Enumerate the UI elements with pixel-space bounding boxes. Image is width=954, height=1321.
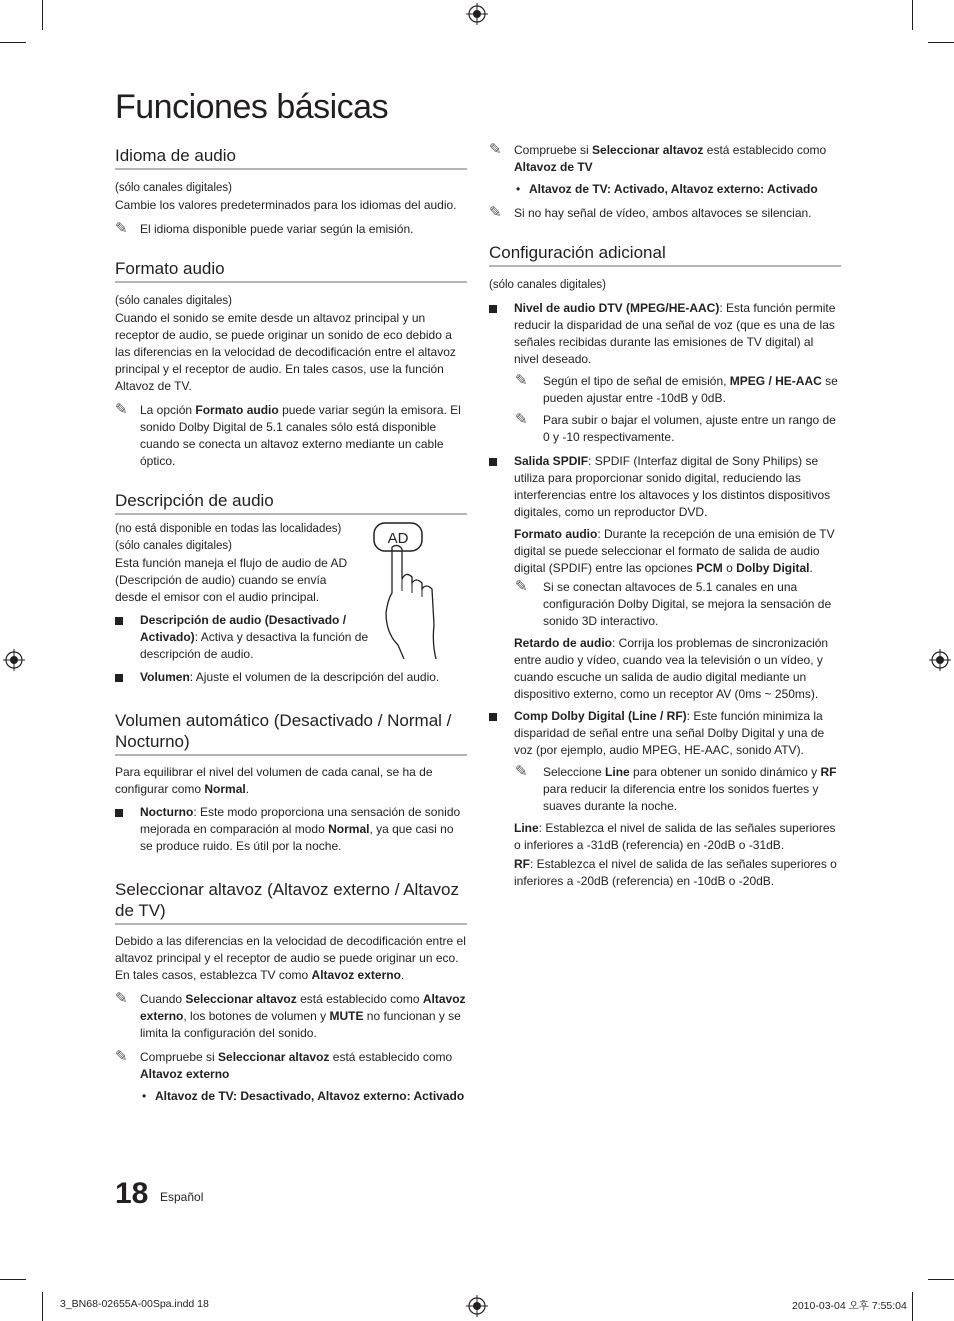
item-text: : Este modo proporciona una sensación de sonido mejorada en comparación al modo <box>140 805 461 836</box>
body-bold: Altavoz externo <box>311 968 401 982</box>
crop-mark <box>42 0 43 30</box>
item-bold: PCM <box>696 561 723 575</box>
item-text: , ya que casi no se produce ruido. Es útil por la noche. <box>140 822 454 853</box>
body-text <box>115 764 467 798</box>
registration-mark-icon <box>3 649 25 671</box>
crop-mark <box>0 42 26 43</box>
item-text: : Activa y desactiva la función de descripción de audio. <box>140 630 369 661</box>
body-text: Cuando el sonido se emite desde un altavoz principal y un receptor de audio, se puede originar un sonido de eco debido a las diferencias en la velocidad de decodificación entre el altavoz principal y el receptor de audio. En tales casos, use la función Altavoz de TV. <box>115 311 456 393</box>
note-text: , los botones de volumen y <box>183 1009 330 1023</box>
item-bold: Formato audio <box>514 527 598 541</box>
note-bold: Altavoz externo <box>140 992 466 1023</box>
pencil-note-icon: ✎ <box>115 220 128 237</box>
slug-file: 3_BN68-02655A-00Spa.indd 18 <box>60 1298 209 1310</box>
square-bullet-icon <box>115 674 123 682</box>
scope-text: (sólo canales digitales) <box>115 182 232 194</box>
note-text: está establecido como <box>329 1050 453 1064</box>
sub-paragraph <box>489 856 841 890</box>
note-text: Seleccione <box>543 765 606 779</box>
note <box>489 142 841 176</box>
right-column <box>489 142 841 890</box>
note-text: Si no hay señal de vídeo, ambos altavoces se silencian. <box>514 206 812 220</box>
pencil-note-icon: ✎ <box>115 1048 128 1065</box>
note <box>115 1049 467 1083</box>
item-bold: Retardo de audio <box>514 636 613 650</box>
note-bold: Seleccionar altavoz <box>218 1050 330 1064</box>
note-bold: MPEG / HE-AAC <box>729 374 822 388</box>
item-bold: Salida SPDIF <box>514 454 589 468</box>
note <box>115 402 467 470</box>
crop-mark <box>912 1292 913 1321</box>
dot-bullet-icon: • <box>142 1089 147 1103</box>
square-bullet-icon <box>115 809 123 817</box>
page-number: 18 <box>115 1177 149 1210</box>
section-heading-volumen: Volumen automático (Desactivado / Normal / Nocturno) <box>115 710 467 756</box>
note-bold: Altavoz de TV <box>514 160 593 174</box>
pencil-note-icon: ✎ <box>489 141 502 158</box>
item-bold: Descripción de audio (Desactivado / Activado) <box>140 613 347 644</box>
note-text: no funcionan y se limita la configuración del sonido. <box>140 1009 461 1040</box>
left-column <box>115 145 467 1105</box>
note-text: Según el tipo de señal de emisión, <box>543 374 730 388</box>
note-text: Si se conectan altavoces de 5.1 canales en una configuración Dolby Digital, se mejora la sensación de sonido 3D interactivo. <box>543 580 832 628</box>
pencil-note-icon: ✎ <box>515 411 528 428</box>
note <box>115 221 467 238</box>
section-heading-formato: Formato audio <box>115 258 467 283</box>
note-text: está establecido como <box>296 992 423 1006</box>
crop-mark <box>42 1292 43 1321</box>
slug-date: 2010-03-04 오후 7:55:04 <box>792 1300 907 1312</box>
sub-paragraph <box>489 820 841 854</box>
body-bold: Normal <box>204 782 246 796</box>
list-item <box>489 453 841 521</box>
page-language: Español <box>160 1190 204 1204</box>
scope-text: (sólo canales digitales) <box>115 295 232 307</box>
crop-mark <box>912 0 913 30</box>
sub-paragraph <box>489 526 841 577</box>
item-bold: Normal <box>328 822 370 836</box>
note-text: Cuando <box>140 992 186 1006</box>
note-text: puede variar según la emisora. El sonido Dolby Digital de 5.1 canales sólo está disponible cuando se conecta un altavoz externo mediante un cable óptico. <box>140 403 461 468</box>
list-item <box>115 669 467 686</box>
registration-mark-icon <box>929 649 951 671</box>
square-bullet-icon <box>489 458 497 466</box>
pencil-note-icon: ✎ <box>515 372 528 389</box>
item-bold: Comp Dolby Digital (Line / RF) <box>514 709 687 723</box>
item-text: : Ajuste el volumen de la descripción del audio. <box>189 670 440 684</box>
scope-text: (sólo canales digitales) <box>115 540 232 552</box>
page-title: Funciones básicas <box>115 88 389 126</box>
note-text: La opción <box>140 403 196 417</box>
note-text: está establecido como <box>703 143 827 157</box>
body-span: Para equilibrar el nivel del volumen de cada canal, se ha de configurar como <box>115 765 433 796</box>
body-text <box>115 933 467 984</box>
note <box>115 991 467 1042</box>
item-bold: Nocturno <box>140 805 194 819</box>
item-text: : Durante la recepción de una emisión de TV digital se puede seleccionar el formato de salida de audio digital (SPDIF) entre las opciones <box>514 527 835 575</box>
list-item <box>140 1088 467 1105</box>
body-span: Debido a las diferencias en la velocidad de decodificación entre el altavoz principal y el receptor de audio se puede originar un eco. En tales casos, establezca TV como <box>115 934 466 982</box>
remote-hand-ad-icon <box>372 521 452 659</box>
item-text: o <box>722 561 737 575</box>
item-bold: Nivel de audio DTV (MPEG/HE-AAC) <box>514 301 720 315</box>
list-item <box>115 804 467 855</box>
note <box>489 412 841 446</box>
item-text: : SPDIF (Interfaz digital de Sony Philips) se utiliza para proporcionar sonido digital, reduciendo las interferencias entre los altavoces y los distintos dispositivos digitales, como un reproductor DVD. <box>514 454 831 519</box>
item-text: : Este función minimiza la disparidad de señal entre una señal Dolby Digital y una de voz (por ejemplo, audio MPEG, HE-AAC, sonido ATV). <box>514 709 825 757</box>
pencil-note-icon: ✎ <box>515 763 528 780</box>
note-bold: MUTE <box>329 1009 364 1023</box>
square-bullet-icon <box>115 617 123 625</box>
section-heading-seleccionar: Seleccionar altavoz (Altavoz externo / Altavoz de TV) <box>115 879 467 925</box>
note-bold: Line <box>605 765 630 779</box>
note-bold: Seleccionar altavoz <box>185 992 297 1006</box>
note <box>489 205 841 222</box>
section-heading-config: Configuración adicional <box>489 242 841 267</box>
registration-mark-icon <box>466 3 488 25</box>
body-span: . <box>400 968 405 982</box>
list-item <box>489 300 841 368</box>
item-text: : Corrija los problemas de sincronización entre audio y vídeo, cuando vea la televisión o un vídeo, y cuando escuche un salida de audio digital mediante un dispositivo externo, como un receptor AV (0ms ~ 250ms). <box>514 636 829 701</box>
note-text: para obtener un sonido dinámico y <box>629 765 821 779</box>
note-text: se pueden ajustar entre -10dB y 0dB. <box>543 374 838 405</box>
note-bold: Seleccionar altavoz <box>592 143 704 157</box>
crop-mark <box>928 42 954 43</box>
pencil-note-icon: ✎ <box>115 990 128 1007</box>
list-item <box>489 708 841 759</box>
pencil-note-icon: ✎ <box>515 578 528 595</box>
note-bold: Formato audio <box>195 403 279 417</box>
scope-text: (no está disponible en todas las localidades) <box>115 523 342 535</box>
item-bold: Altavoz de TV: Desactivado, Altavoz externo: Activado <box>155 1089 465 1103</box>
note-bold: Altavoz externo <box>140 1067 230 1081</box>
square-bullet-icon <box>489 305 497 313</box>
body-text: Esta función maneja el flujo de audio de AD (Descripción de audio) cuando se envía desde el emisor con el audio principal. <box>115 556 348 604</box>
item-text: . <box>809 561 813 575</box>
note-text: El idioma disponible puede variar según la emisión. <box>140 222 414 236</box>
item-text: : Establezca el nivel de salida de las señales superiores o inferiores a -31dB (referencia) en -20dB o -31dB. <box>514 821 836 852</box>
list-item <box>514 181 841 198</box>
note <box>489 579 841 630</box>
crop-mark <box>0 1279 26 1280</box>
list-item <box>115 612 376 663</box>
note-text: Compruebe si <box>140 1050 219 1064</box>
item-bold: RF <box>514 857 530 871</box>
item-bold: Line <box>514 821 539 835</box>
note <box>489 373 841 407</box>
item-text: : Establezca el nivel de salida de las señales superiores o inferiores a -20dB (referencia) en -10dB o -20dB. <box>514 857 837 888</box>
body-text: Cambie los valores predeterminados para los idiomas del audio. <box>115 198 457 212</box>
scope-text: (sólo canales digitales) <box>489 279 606 291</box>
sub-paragraph <box>489 635 841 703</box>
item-bold: Altavoz de TV: Activado, Altavoz externo: Activado <box>529 182 818 196</box>
body-span: . <box>245 782 250 796</box>
section-heading-idioma: Idioma de audio <box>115 145 467 170</box>
pencil-note-icon: ✎ <box>115 401 128 418</box>
dot-bullet-icon: • <box>516 182 521 196</box>
note-bold: RF <box>820 765 837 779</box>
crop-mark <box>928 1279 954 1280</box>
note-text: Compruebe si <box>514 143 593 157</box>
note <box>489 764 841 815</box>
ad-button-label: AD <box>387 530 409 547</box>
item-bold: Volumen <box>140 670 190 684</box>
item-bold: Dolby Digital <box>736 561 810 575</box>
descripcion-block <box>115 521 467 686</box>
note-text: Para subir o bajar el volumen, ajuste entre un rango de 0 y -10 respectivamente. <box>543 413 836 444</box>
note-text: para reducir la diferencia entre los sonidos fuertes y suaves durante la noche. <box>543 782 819 813</box>
registration-mark-icon <box>466 1295 488 1317</box>
pencil-note-icon: ✎ <box>489 204 502 221</box>
item-text: : Esta función permite reducir la disparidad de una señal de voz (que es una de las señales recibidas durante las emisiones de TV digital) al nivel deseado. <box>514 301 836 366</box>
square-bullet-icon <box>489 713 497 721</box>
section-heading-descripcion: Descripción de audio <box>115 490 467 515</box>
